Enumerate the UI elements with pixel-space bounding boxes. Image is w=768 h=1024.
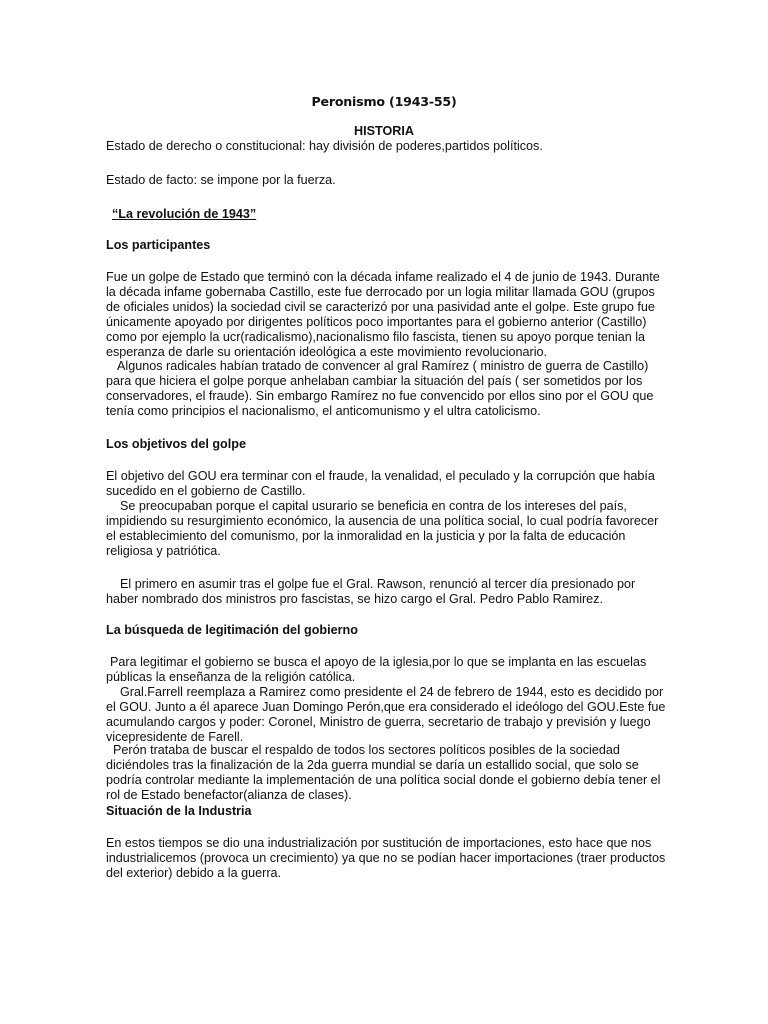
objetivos-paragraph-1: El objetivo del GOU era terminar con el fraude, la venalidad, el peculado y la corrupción que había sucedido en el gobierno de Castillo. xyxy=(106,469,659,498)
section-title-historia: HISTORIA xyxy=(354,124,414,138)
legitimacion-paragraph-1: Para legitimar el gobierno se busca el apoyo de la iglesia,por lo que se implanta en las escuelas públicas la enseñanza de la religión católica. xyxy=(106,655,650,684)
document-title: Peronismo (1943-55) xyxy=(311,94,457,109)
heading-objetivos: Los objetivos del golpe xyxy=(106,437,246,451)
heading-industria: Situación de la Industria xyxy=(106,804,252,818)
revolution-heading: “La revolución de 1943” xyxy=(112,207,257,221)
industria-paragraph-1: En estos tiempos se dio una industrialización por sustitución de importaciones, esto hace que nos industrialicemos (provoca un crecimiento) ya que no se podían hacer importaciones (traer productos del exterior) debido a la guerra. xyxy=(106,836,669,880)
revolution-heading-wrap xyxy=(112,207,256,222)
objetivos-paragraph-3: El primero en asumir tras el golpe fue el Gral. Rawson, renunció al tercer día presionado por haber nombrado dos ministros pro fascistas, se hizo cargo el Gral. Pedro Pablo Ramirez. xyxy=(106,577,639,606)
legitimacion-paragraph-3: Perón trataba de buscar el respaldo de todos los sectores políticos posibles de la sociedad diciéndoles tras la finalización de la 2da guerra mundial se daría un estallido social, que solo se podría controlar mediante la implementación de una política social donde el gobierno debía tener el rol de Estado benefactor(alianza de clases). xyxy=(106,743,664,802)
participantes-paragraph-2: Algunos radicales habían tratado de convencer al gral Ramírez ( ministro de guerra de Castillo) para que hiciera el golpe porque anhelaban cambiar la situación del país ( ser sometidos por los conservadores, el fraude). Sin embargo Ramírez no fue convencido por ellos sino por el GOU que tenía como principios el nacionalismo, el anticomunismo y el ultra catolicismo. xyxy=(106,359,657,418)
heading-legitimacion: La búsqueda de legitimación del gobierno xyxy=(106,623,358,637)
definition-estado-facto: Estado de facto: se impone por la fuerza. xyxy=(106,173,336,187)
heading-participantes: Los participantes xyxy=(106,238,211,252)
definition-estado-derecho: Estado de derecho o constitucional: hay división de poderes,partidos políticos. xyxy=(106,139,543,153)
legitimacion-paragraph-2: Gral.Farrell reemplaza a Ramirez como presidente el 24 de febrero de 1944, esto es decidido por el GOU. Junto a él aparece Juan Domingo Perón,que era considerado el ideólogo del GOU.Este fue acumulando cargos y poder: Coronel, Ministro de guerra, secretario de trabajo y previsión y luego vicepresidente de Farell. xyxy=(106,685,669,744)
objetivos-paragraph-2: Se preocupaban porque el capital usurario se beneficia en contra de los intereses del país, impidiendo su resurgimiento económico, la ausencia de una política social, lo cual podría favorecer el establecimiento del comunismo, por la inmoralidad en la justicia y por la falta de educación religiosa y patriótica. xyxy=(106,499,662,558)
participantes-paragraph-1: Fue un golpe de Estado que terminó con la década infame realizado el 4 de junio de 1943. Durante la década infame gobernaba Castillo, este fue derrocado por un logia militar llamada GOU (grupos de oficiales unidos) la sociedad civil se caracterizó por una pasividad ante el golpe. Este grupo fue únicamente apoyado por dirigentes políticos poco importantes para el gobierno anterior (Castillo) como por ejemplo la ucr(radicalismo),nacionalismo filo fascista, tienen su apoyo porque tenian la esperanza de darle su orientación ideológica a este movimiento revolucionario. xyxy=(106,270,664,359)
